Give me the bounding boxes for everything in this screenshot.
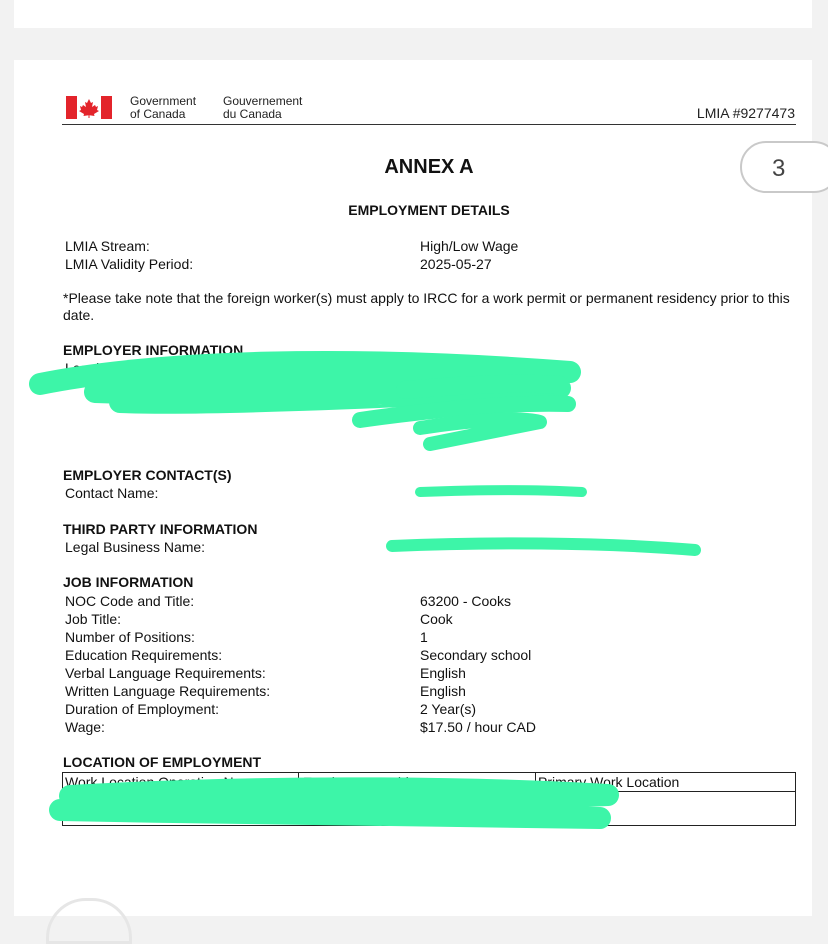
written-language-label: Written Language Requirements: (65, 683, 271, 699)
employer-information-heading: EMPLOYER INFORMATION (63, 342, 244, 358)
written-language-value: English (420, 683, 466, 699)
duration-label: Duration of Employment: (65, 701, 220, 717)
wage-value: $17.50 / hour CAD (420, 719, 536, 735)
noc-code-value: 63200 - Cooks (420, 593, 512, 609)
education-value: Secondary school (420, 647, 532, 663)
lmia-validity-value: 2025-05-27 (420, 256, 492, 272)
education-label: Education Requirements: (65, 647, 223, 663)
table-divider (535, 773, 536, 791)
job-title-value: Cook (420, 611, 453, 627)
verbal-language-value: English (420, 665, 466, 681)
positions-label: Number of Positions: (65, 629, 195, 645)
government-of-canada-text: Government of Canada (130, 94, 197, 121)
contact-name-label: Contact Name: (65, 485, 159, 501)
positions-value: 1 (420, 629, 428, 645)
lmia-stream-value: High/Low Wage (420, 238, 519, 254)
header-divider (62, 124, 796, 125)
previous-page (14, 0, 812, 28)
duration-value: 2 Year(s) (420, 701, 477, 717)
location-table (62, 772, 796, 826)
location-column-address: Employment Address (303, 774, 436, 790)
lmia-stream-label: LMIA Stream: (65, 238, 150, 254)
job-title-label: Job Title: (65, 611, 122, 627)
table-header-divider (63, 791, 795, 792)
page-title: ANNEX A (384, 156, 474, 178)
canada-flag-icon (66, 96, 112, 119)
employer-legal-name-label: Legal Business Name: (65, 360, 206, 376)
table-divider (298, 773, 299, 791)
work-permit-note: *Please take note that the foreign worker(s) must apply to IRCC for a work permit or permanent residency prior to this date. (63, 290, 790, 323)
wage-label: Wage: (65, 719, 105, 735)
third-party-heading: THIRD PARTY INFORMATION (63, 521, 258, 537)
third-party-legal-name-label: Legal Business Name: (65, 539, 206, 555)
lmia-validity-label: LMIA Validity Period: (65, 256, 194, 272)
location-of-employment-heading: LOCATION OF EMPLOYMENT (63, 754, 262, 770)
verbal-language-label: Verbal Language Requirements: (65, 665, 266, 681)
lmia-number: LMIA #9277473 (696, 105, 795, 121)
page-number: 3 (772, 155, 786, 182)
gouvernement-du-canada-text: Gouvernement du Canada (223, 94, 303, 121)
section-subtitle: EMPLOYMENT DETAILS (348, 202, 510, 218)
job-information-heading: JOB INFORMATION (63, 574, 194, 590)
location-column-operating-name: Work Location Operating Name (65, 774, 261, 790)
noc-code-label: NOC Code and Title: (65, 593, 195, 609)
location-column-primary: Primary Work Location (538, 774, 680, 790)
employer-contact-heading: EMPLOYER CONTACT(S) (63, 467, 232, 483)
